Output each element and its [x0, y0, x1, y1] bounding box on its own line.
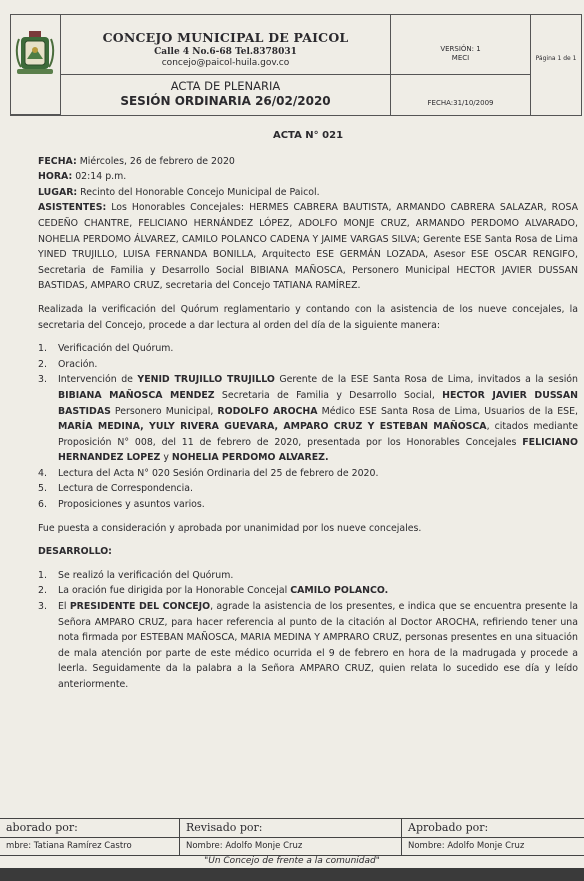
code-text: MECI	[451, 54, 470, 62]
logo-cell	[11, 15, 61, 115]
intro-paragraph: Realizada la verificación del Quórum reglamentario y contando con la asistencia de los nueve concejales, la secretaria del Concejo, procede a dar lectura al orden del día de la siguiente manera:	[38, 303, 578, 331]
aprobado-cell	[402, 819, 584, 855]
fecha-line	[38, 154, 578, 170]
asistentes-value: Los Honorables Concejales: HERMES CABRERA BAUTISTA, ARMANDO CABRERA SALAZAR, ROSA CEDEÑO CHANTRE, FELICIANO HERNÁNDEZ LÓPEZ, ADOLFO MONJE CRUZ, ARMANDO PERDOMO ALVARADO, NOHELIA PERDOMO ÁLVAREZ, CAMILO POLANCO CADENA Y JAIME VARGAS SILVA; Gerente ESE Santa Rosa de Lima YINED TRUJILLO, LUISA FERNANDA BONILLA, Arquitecto ESE GERMÁN LOZADA, Asesor ESE OSCAR RENGIFO, Secretaria de Familia y Desarrollo Social BIBIANA MAÑOSCA, Personero Municipal HECTOR JAVIER DUSSAN BASTIDAS, AMPARO CRUZ, secretaria del Concejo TATIANA RAMÍREZ.	[38, 202, 578, 292]
list-item: 1. Verificación del Quórum.	[38, 343, 174, 355]
date-text: FECHA:31/10/2009	[427, 99, 494, 107]
list-item: 2. Oración.	[38, 358, 98, 370]
page-cell	[531, 15, 581, 115]
aprobado-value: Nombre: Adolfo Monje Cruz	[408, 841, 525, 851]
org-email: concejo@paicol-huila.gov.co	[161, 58, 290, 68]
page-text: Página 1 de 1	[535, 55, 577, 62]
fecha-value: Miércoles, 26 de febrero de 2020	[76, 155, 235, 167]
aprobado-label: Aprobado por:	[402, 819, 584, 838]
version-text: VERSIÓN: 1	[440, 45, 481, 53]
approval-paragraph: Fue puesta a consideración y aprobada por unanimidad por los nueve concejales.	[38, 522, 422, 534]
elaborado-value: mbre: Tatiana Ramírez Castro	[6, 841, 132, 851]
acta-number: ACTA N° 021	[272, 130, 344, 141]
lugar-value: Recinto del Honorable Concejo Municipal de Paicol.	[77, 186, 320, 198]
org-address: Calle 4 No.6-68 Tel.8378031	[154, 47, 297, 57]
doc-title: ACTA DE PLENARIA	[170, 79, 281, 93]
fecha-label: FECHA:	[38, 155, 77, 167]
revisado-cell	[180, 819, 402, 855]
list-item: 3. El PRESIDENTE DEL CONCEJO, agrade la asistencia de los presentes, e indica que se encuentra presente la Señora AMPARO CRUZ, para hacer referencia al punto de la citación al Doctor AROCHA, refiriendo tener una nota firmada por ESTEBAN MAÑOSCA, MARIA MEDINA Y AMPRARO CRUZ, personas presentes en una situación de mala atención por parte de este médico ocurrida el 9 de febrero en hora de la madrugada y procede a leerla. Seguidamente da la palabra a la Señora AMPARO CRUZ, quien relata lo sucedido ese día y leído anteriormente.	[38, 601, 578, 690]
list-item: 6. Proposiciones y asuntos varios.	[38, 499, 205, 511]
lugar-label: LUGAR:	[38, 186, 78, 198]
document-body	[38, 128, 578, 693]
version-cell	[391, 15, 531, 75]
asistentes-paragraph	[38, 200, 578, 294]
desarrollo-heading: DESARROLLO:	[38, 546, 112, 558]
elaborado-cell	[0, 819, 180, 855]
list-item: 3. Intervención de YENID TRUJILLO TRUJILLO Gerente de la ESE Santa Rosa de Lima, invitados a la sesión BIBIANA MAÑOSCA MENDEZ Secretaria de Familia y Desarrollo Social, HECTOR JAVIER DUSSAN BASTIDAS Personero Municipal, RODOLFO AROCHA Médico ESE Santa Rosa de Lima, Usuarios de la ESE, MARÍA MEDINA, YULY RIVERA GUEVARA, AMPARO CRUZ Y ESTEBAN MAÑOSCA, citados mediante Proposición N° 008, del 11 de febrero de 2020, presentada por los Honorables Concejales FELICIANO HERNANDEZ LOPEZ y NOHELIA PERDOMO ALVAREZ.	[38, 374, 578, 464]
title-cell	[61, 15, 391, 75]
lugar-line	[38, 185, 578, 201]
list-item: 2. La oración fue dirigida por la Honorable Concejal CAMILO POLANCO.	[38, 585, 389, 597]
motto-text: "Un Concejo de frente a la comunidad"	[204, 856, 380, 866]
hora-value: 02:14 p.m.	[72, 171, 127, 183]
revisado-value: Nombre: Adolfo Monje Cruz	[186, 841, 303, 851]
org-name: CONCEJO MUNICIPAL DE PAICOL	[102, 30, 349, 45]
doc-subtitle: SESIÓN ORDINARIA 26/02/2020	[120, 94, 331, 108]
date-cell	[391, 75, 531, 115]
hora-label: HORA:	[38, 171, 73, 183]
signature-footer	[0, 818, 584, 856]
asistentes-label: ASISTENTES:	[38, 202, 107, 214]
list-item: 5. Lectura de Correspondencia.	[38, 483, 193, 495]
list-item: 4. Lectura del Acta N° 020 Sesión Ordinaria del 25 de febrero de 2020.	[38, 467, 379, 479]
agenda-list	[38, 341, 578, 513]
elaborado-label: aborado por:	[0, 819, 179, 838]
list-item: 1. Se realizó la verificación del Quórum.	[38, 569, 234, 581]
hora-line	[38, 169, 578, 185]
desarrollo-list	[38, 568, 578, 693]
document-header	[10, 14, 582, 116]
revisado-label: Revisado por:	[180, 819, 401, 838]
municipal-seal-logo	[11, 15, 59, 113]
doc-title-cell	[61, 75, 391, 115]
page-edge-shadow	[0, 868, 584, 881]
